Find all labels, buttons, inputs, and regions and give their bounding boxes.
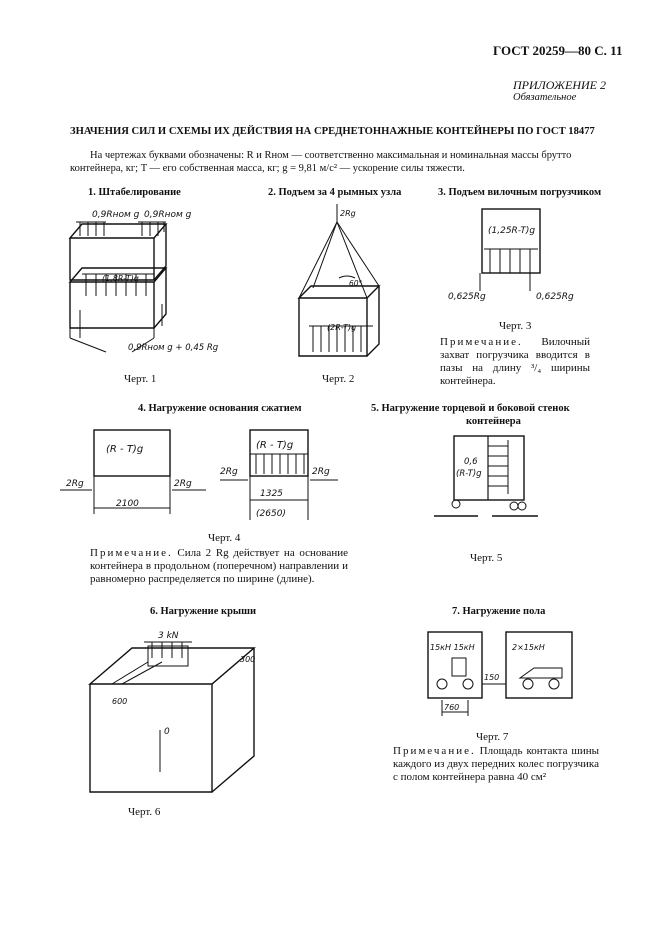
gost-header: ГОСТ 20259—80 С. 11 [493,43,623,58]
fig2-label-3: (2R-T)g [327,323,357,332]
fig4-note [90,547,348,586]
intro-line-1: На чертежах буквами обозначены: R и Rном — соответственно максимальная и номинальная массы брутто [90,150,572,161]
fig1-label-1: 0,9Rном g [92,210,140,220]
fig7-note-head: Примечание. [393,745,476,757]
fig2-title: 2. Подъем за 4 рымных узла [268,187,402,198]
fig6-label-4: 0 [164,727,170,737]
fig7-label-3: 150 [484,673,500,682]
fig3-note-text: Вилочный захват погрузчика вводится в пазы на длину ³/₄ ширины контейнера. [440,336,590,387]
fig4-label-3: 2Rg [174,479,192,489]
fig2-caption: Черт. 2 [322,373,355,385]
fig1-caption: Черт. 1 [124,373,157,385]
fig2-label-2: 60° [349,279,363,288]
fig3-label-2: 0,625Rg [448,292,486,302]
fig6-title: 6. Нагружение крыши [150,606,257,617]
fig5-label-2: (R-T)g [456,469,482,479]
fig2-label-1: 2Rg [340,209,356,218]
fig4-label-6: 2Rg [220,467,238,477]
fig1-diagram [62,200,222,360]
fig4-title: 4. Нагружение основания сжатием [138,403,302,414]
fig7-note [393,745,599,784]
fig5-caption: Черт. 5 [470,552,503,564]
fig6-label-1: 3 kN [158,631,179,641]
fig1-label-2: 0,9Rном g [144,210,192,220]
fig7-label-2: 2×15кН [512,643,545,652]
fig4-note-head: Примечание. [90,547,173,559]
fig1-label-3: (1,8R-T)g [102,274,139,283]
fig3-diagram [450,203,590,303]
fig5-label-1: 0,6 [464,457,478,467]
fig7-diagram [422,630,582,725]
fig3-title: 3. Подъем вилочным погрузчиком [438,187,602,198]
fig5-diagram [432,432,542,527]
fig3-label-3: 0,625Rg [536,292,574,302]
fig4-label-8: 1325 [260,489,283,499]
fig5-title-2: контейнера [466,416,521,427]
fig3-note-head: Примечание. [440,336,523,348]
fig7-note-text: Площадь контакта шины каждого из двух передних колес погрузчика с полом контейнера равна 40 см² [393,745,599,783]
appendix-label: ПРИЛОЖЕНИЕ 2 [513,78,606,92]
fig6-label-2: 300 [240,655,256,664]
fig4-note-text: Сила 2 Rg действует на основание контейнера в продольном (поперечном) направлении и равномерно распределяется по ширине (длине). [90,547,349,585]
fig4-caption: Черт. 4 [208,532,241,544]
fig4-label-4: 2100 [116,499,139,509]
fig1-label-4: 0,9Rном g + 0,45 Rg [128,343,219,353]
page-title: ЗНАЧЕНИЯ СИЛ И СХЕМЫ ИХ ДЕЙСТВИЯ НА СРЕДНЕТОННАЖНЫЕ КОНТЕЙНЕРЫ ПО ГОСТ 18477 [70,126,595,137]
fig4-label-9: (2650) [256,509,286,519]
fig4-label-1: (R - T)g [106,444,144,455]
fig4-label-7: 2Rg [312,467,330,477]
fig1-title: 1. Штабелирование [88,187,181,198]
fig4-diagram [60,428,360,523]
fig7-label-4: 760 [444,703,460,712]
fig3-caption: Черт. 3 [499,320,532,332]
fig7-caption: Черт. 7 [476,731,509,743]
fig2-diagram [285,200,405,365]
fig4-label-5: (R - T)g [256,440,294,451]
fig7-label-1: 15кН 15кН [430,643,475,652]
fig5-title-1: 5. Нагружение торцевой и боковой стенок [371,403,570,414]
fig3-label-1: (1,25R-T)g [488,226,536,236]
mandatory-label: Обязательное [513,92,577,103]
fig7-title: 7. Нагружение пола [452,606,546,617]
fig6-diagram [82,622,272,797]
fig6-caption: Черт. 6 [128,806,161,818]
fig3-note [440,336,590,388]
intro-line-2: контейнера, кг; T — его собственная масса, кг; g = 9,81 м/с² — ускорение силы тяжести. [70,163,465,174]
fig6-label-3: 600 [112,697,128,706]
fig4-label-2: 2Rg [66,479,84,489]
